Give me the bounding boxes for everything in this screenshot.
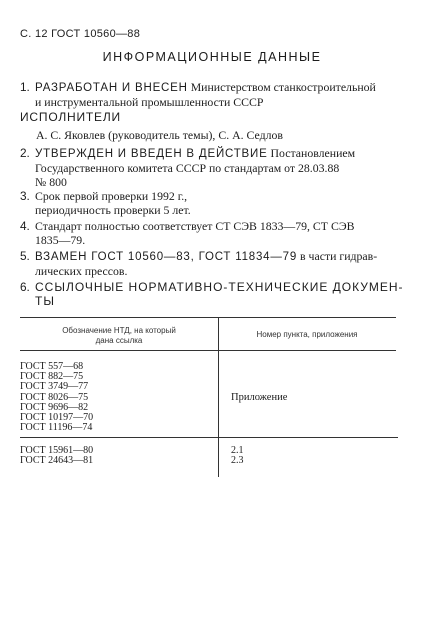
section-2-line2: Государственного комитета СССР по стандартам от 28.03.88 — [35, 161, 340, 175]
section-5-lead: ВЗАМЕН ГОСТ 10560—83, ГОСТ 11834—79 — [35, 251, 298, 263]
section-5-line2: лических прессов. — [35, 264, 128, 278]
section-4-line2: 1835—79. — [35, 233, 86, 247]
section-4 — [20, 219, 415, 247]
section-2-number: 2. — [20, 146, 30, 160]
section-5-number: 5. — [20, 249, 30, 263]
section-3-line1: Срок первой проверки 1992 г., — [35, 189, 188, 203]
table-cell-doc: ГОСТ 3749—77 — [20, 381, 89, 393]
section-2 — [20, 146, 415, 189]
section-3-number: 3. — [20, 189, 30, 203]
table-cell-appendix: Приложение — [231, 392, 288, 403]
section-1 — [20, 80, 415, 109]
table-cell-doc: ГОСТ 557—68 — [20, 361, 84, 372]
section-6-line2: ТЫ — [35, 294, 55, 308]
table-header-clause: Номер пункта, приложения — [256, 330, 358, 339]
section-1-number: 1. — [20, 80, 30, 94]
section-2-lead: УТВЕРЖДЕН И ВВЕДЕН В ДЕЙСТВИЕ — [35, 148, 268, 160]
table-cell-doc: ГОСТ 11196—74 — [20, 422, 93, 434]
section-3 — [20, 189, 415, 217]
table-group1-docs — [20, 362, 93, 433]
section-3-line2: периодичность проверки 5 лет. — [35, 203, 191, 217]
section-2-text: Постановлением — [270, 146, 356, 160]
table-cell-doc: ГОСТ 8026—75 — [20, 391, 89, 403]
performers-heading: ИСПОЛНИТЕЛИ — [20, 110, 121, 124]
authors-list: А. С. Яковлев (руководитель темы), С. А. Седлов — [36, 128, 283, 142]
section-4-number: 4. — [20, 219, 30, 233]
section-1-lead: РАЗРАБОТАН И ВНЕСЕН — [35, 82, 188, 94]
section-1-text: Министерством станкостроительной — [190, 80, 376, 94]
section-1-line2: и инструментальной промышленности СССР — [35, 95, 264, 109]
table-cell-doc: ГОСТ 882—75 — [20, 371, 84, 383]
section-5-text: в части гидрав- — [300, 249, 378, 263]
section-6-line1: ССЫЛОЧНЫЕ НОРМАТИВНО-ТЕХНИЧЕСКИЕ ДОКУМЕН- — [35, 280, 404, 294]
table-group2-docs — [20, 446, 93, 466]
table-group-rule — [20, 437, 398, 438]
table-top-rule — [20, 317, 396, 318]
section-4-line1: Стандарт полностью соответствует СТ СЭВ 1833—79, СТ СЭВ — [35, 219, 355, 233]
section-2-line3: № 800 — [35, 175, 67, 189]
section-5 — [20, 249, 415, 278]
section-6-number: 6. — [20, 280, 30, 294]
table-cell-doc: ГОСТ 10197—70 — [20, 412, 94, 424]
table-header-rule — [20, 350, 396, 351]
table-column-divider — [218, 317, 219, 477]
table-group2-refs — [231, 446, 244, 466]
table-cell-clause: 2.1 — [231, 445, 244, 456]
section-6 — [20, 280, 415, 308]
table-cell-clause: 2.3 — [231, 455, 244, 467]
page-header: С. 12 ГОСТ 10560—88 — [20, 28, 141, 40]
table-cell-doc: ГОСТ 24643—81 — [20, 455, 94, 467]
table-cell-doc: ГОСТ 9696—82 — [20, 401, 89, 413]
page-title: ИНФОРМАЦИОННЫЕ ДАННЫЕ — [102, 50, 322, 64]
table-cell-doc: ГОСТ 15961—80 — [20, 445, 94, 456]
table-header-designation: Обозначение НТД, на который дана ссылка — [62, 326, 176, 345]
